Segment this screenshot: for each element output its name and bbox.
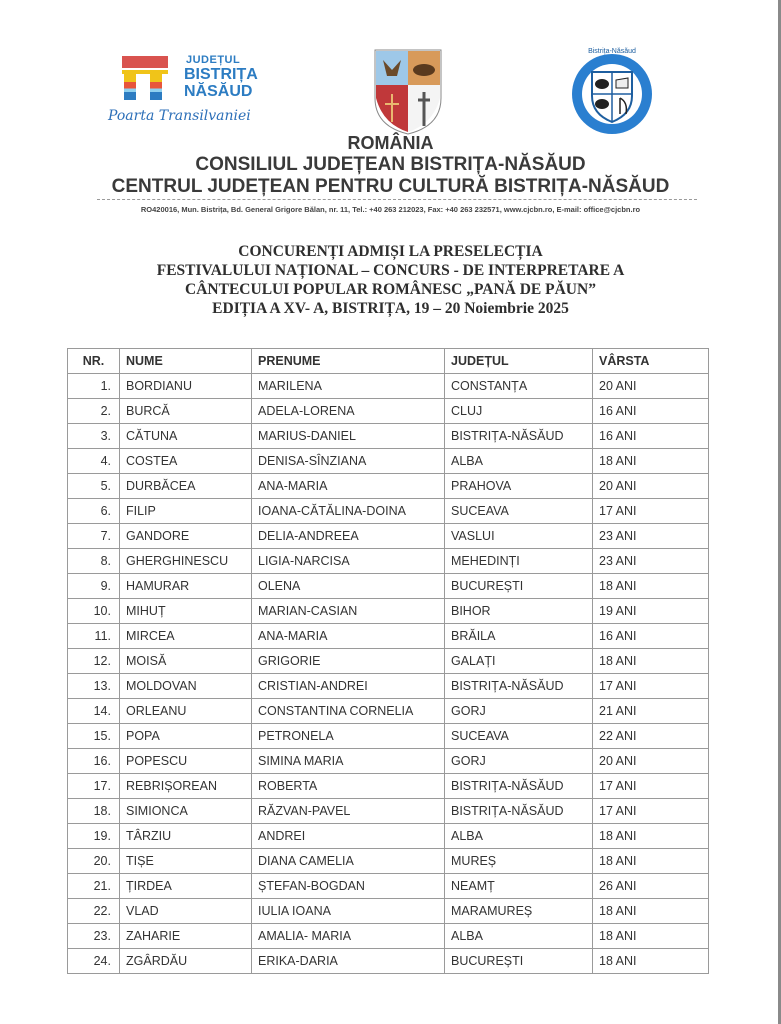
table-row	[68, 399, 709, 424]
cell-judetul: VASLUI	[445, 524, 593, 549]
cell-judetul: BRĂILA	[445, 624, 593, 649]
cell-nume: ZGÂRDĂU	[120, 949, 252, 974]
table-row	[68, 899, 709, 924]
table-row	[68, 524, 709, 549]
table-row	[68, 949, 709, 974]
country-name: ROMÂNIA	[347, 133, 434, 153]
table-row	[68, 749, 709, 774]
cell-nr: 8.	[68, 549, 120, 574]
logo-gate-icon	[122, 56, 168, 68]
cell-varsta: 18 ANI	[593, 824, 709, 849]
cell-prenume: ANA-MARIA	[252, 624, 445, 649]
cell-judetul: MEHEDINȚI	[445, 549, 593, 574]
header-nume: NUME	[120, 349, 252, 374]
table-row	[68, 874, 709, 899]
table-row	[68, 699, 709, 724]
cell-nr: 24.	[68, 949, 120, 974]
cell-nume: REBRIȘOREAN	[120, 774, 252, 799]
cell-prenume: IULIA IOANA	[252, 899, 445, 924]
cell-nr: 4.	[68, 449, 120, 474]
cell-varsta: 16 ANI	[593, 399, 709, 424]
cell-varsta: 17 ANI	[593, 674, 709, 699]
cell-nume: COSTEA	[120, 449, 252, 474]
cell-nr: 3.	[68, 424, 120, 449]
cell-varsta: 18 ANI	[593, 924, 709, 949]
cell-nume: MOLDOVAN	[120, 674, 252, 699]
table-row	[68, 849, 709, 874]
cell-judetul: CLUJ	[445, 399, 593, 424]
cell-prenume: AMALIA- MARIA	[252, 924, 445, 949]
cell-prenume: IOANA-CĂTĂLINA-DOINA	[252, 499, 445, 524]
cell-varsta: 18 ANI	[593, 574, 709, 599]
cell-varsta: 18 ANI	[593, 949, 709, 974]
cell-varsta: 17 ANI	[593, 499, 709, 524]
cell-nr: 13.	[68, 674, 120, 699]
document-title-line-2: FESTIVALULUI NAȚIONAL – CONCURS - DE INTERPRETARE A	[156, 262, 625, 279]
header-divider	[97, 199, 697, 200]
logo-gate-pillar-left	[124, 74, 136, 100]
cell-nume: HAMURAR	[120, 574, 252, 599]
cell-nume: POPESCU	[120, 749, 252, 774]
cell-varsta: 19 ANI	[593, 599, 709, 624]
logo-slogan: Poarta Transilvaniei	[108, 108, 251, 124]
cell-nr: 20.	[68, 849, 120, 874]
cell-nume: ȚIRDEA	[120, 874, 252, 899]
cell-nume: GANDORE	[120, 524, 252, 549]
cell-nr: 16.	[68, 749, 120, 774]
document-title-line-1: CONCURENȚI ADMIȘI LA PRESELECȚIA	[238, 243, 543, 260]
table-row	[68, 924, 709, 949]
cell-nr: 15.	[68, 724, 120, 749]
cell-nume: ORLEANU	[120, 699, 252, 724]
cell-nr: 14.	[68, 699, 120, 724]
logo-text-county	[184, 66, 258, 100]
cell-varsta: 18 ANI	[593, 449, 709, 474]
cell-varsta: 17 ANI	[593, 774, 709, 799]
table-row	[68, 799, 709, 824]
cell-nume: CĂTUNA	[120, 424, 252, 449]
table-row	[68, 424, 709, 449]
cell-varsta: 20 ANI	[593, 474, 709, 499]
cell-prenume: ADELA-LORENA	[252, 399, 445, 424]
cell-judetul: GORJ	[445, 699, 593, 724]
cell-nr: 17.	[68, 774, 120, 799]
cell-judetul: BISTRIȚA-NĂSĂUD	[445, 774, 593, 799]
center-name: CENTRUL JUDEȚEAN PENTRU CULTURĂ BISTRIȚA-NĂSĂUD	[111, 176, 670, 197]
cell-nume: VLAD	[120, 899, 252, 924]
cell-varsta: 16 ANI	[593, 624, 709, 649]
cell-judetul: CONSTANȚA	[445, 374, 593, 399]
cell-nr: 10.	[68, 599, 120, 624]
cell-judetul: MARAMUREȘ	[445, 899, 593, 924]
table-row	[68, 774, 709, 799]
table-row	[68, 724, 709, 749]
cell-judetul: BISTRIȚA-NĂSĂUD	[445, 799, 593, 824]
table-row	[68, 599, 709, 624]
cell-varsta: 16 ANI	[593, 424, 709, 449]
cell-judetul: SUCEAVA	[445, 499, 593, 524]
cell-nr: 2.	[68, 399, 120, 424]
logo-text-nasaud: NĂSĂUD	[184, 83, 253, 100]
cell-nume: GHERGHINESCU	[120, 549, 252, 574]
cell-nr: 19.	[68, 824, 120, 849]
cell-varsta: 20 ANI	[593, 374, 709, 399]
cell-nume: POPA	[120, 724, 252, 749]
cell-nume: SIMIONCA	[120, 799, 252, 824]
coat-of-arms-icon	[371, 46, 445, 136]
cell-prenume: MARIUS-DANIEL	[252, 424, 445, 449]
cell-prenume: OLENA	[252, 574, 445, 599]
cell-judetul: ALBA	[445, 449, 593, 474]
contestants-table	[67, 348, 709, 974]
cell-nr: 18.	[68, 799, 120, 824]
seal-top-text: Bistrița-Năsăud	[588, 48, 636, 55]
cell-varsta: 26 ANI	[593, 874, 709, 899]
logo-text-judetul: JUDEȚUL	[186, 54, 241, 66]
table-row	[68, 499, 709, 524]
cell-prenume: RĂZVAN-PAVEL	[252, 799, 445, 824]
cell-judetul: PRAHOVA	[445, 474, 593, 499]
cell-prenume: DENISA-SÎNZIANA	[252, 449, 445, 474]
cell-prenume: MARILENA	[252, 374, 445, 399]
cell-nr: 7.	[68, 524, 120, 549]
table-header-row	[68, 349, 709, 374]
document-title-line-4: EDIȚIA A XV- A, BISTRIȚA, 19 – 20 Noiembrie 2025	[212, 300, 569, 317]
cell-varsta: 18 ANI	[593, 649, 709, 674]
cell-varsta: 23 ANI	[593, 524, 709, 549]
cell-prenume: LIGIA-NARCISA	[252, 549, 445, 574]
cell-nr: 11.	[68, 624, 120, 649]
logo-text-bistrita: BISTRIȚA	[184, 66, 258, 83]
table-row	[68, 624, 709, 649]
header-nr: NR.	[68, 349, 120, 374]
cell-nr: 21.	[68, 874, 120, 899]
cell-varsta: 23 ANI	[593, 549, 709, 574]
contact-address: RO420016, Mun. Bistrița, Bd. General Grigore Bălan, nr. 11, Tel.: +40 263 212023, Fax: +40 263 232571, www.cjcbn.ro, E-mail: office@cjcbn.ro	[140, 205, 641, 214]
cell-nr: 1.	[68, 374, 120, 399]
cell-nume: MIHUȚ	[120, 599, 252, 624]
cell-judetul: BISTRIȚA-NĂSĂUD	[445, 424, 593, 449]
cell-varsta: 18 ANI	[593, 899, 709, 924]
table-row	[68, 574, 709, 599]
cell-nume: TIȘE	[120, 849, 252, 874]
header-judetul: JUDEȚUL	[445, 349, 593, 374]
culture-center-seal-icon	[566, 44, 658, 136]
cell-judetul: BIHOR	[445, 599, 593, 624]
document-title-line-3: CÂNTECULUI POPULAR ROMÂNESC „PANĂ DE PĂUN”	[185, 281, 596, 298]
cell-prenume: CRISTIAN-ANDREI	[252, 674, 445, 699]
cell-nr: 22.	[68, 899, 120, 924]
cell-varsta: 22 ANI	[593, 724, 709, 749]
table-row	[68, 474, 709, 499]
table-row	[68, 549, 709, 574]
header-prenume: PRENUME	[252, 349, 445, 374]
logo-gate-pillar-right	[150, 74, 162, 100]
cell-nr: 5.	[68, 474, 120, 499]
cell-varsta: 17 ANI	[593, 799, 709, 824]
cell-prenume: ERIKA-DARIA	[252, 949, 445, 974]
cell-prenume: GRIGORIE	[252, 649, 445, 674]
cell-varsta: 20 ANI	[593, 749, 709, 774]
cell-nume: BURCĂ	[120, 399, 252, 424]
header-varsta: VÂRSTA	[593, 349, 709, 374]
cell-judetul: BISTRIȚA-NĂSĂUD	[445, 674, 593, 699]
cell-judetul: ALBA	[445, 824, 593, 849]
cell-varsta: 18 ANI	[593, 849, 709, 874]
cell-judetul: ALBA	[445, 924, 593, 949]
cell-prenume: CONSTANTINA CORNELIA	[252, 699, 445, 724]
cell-nume: ZAHARIE	[120, 924, 252, 949]
cell-nr: 23.	[68, 924, 120, 949]
cell-prenume: DIANA CAMELIA	[252, 849, 445, 874]
cell-varsta: 21 ANI	[593, 699, 709, 724]
cell-judetul: SUCEAVA	[445, 724, 593, 749]
cell-judetul: MUREȘ	[445, 849, 593, 874]
cell-judetul: NEAMȚ	[445, 874, 593, 899]
cell-nume: MOISĂ	[120, 649, 252, 674]
cell-nr: 9.	[68, 574, 120, 599]
table-row	[68, 649, 709, 674]
table-row	[68, 449, 709, 474]
cell-prenume: ȘTEFAN-BOGDAN	[252, 874, 445, 899]
cell-judetul: GORJ	[445, 749, 593, 774]
cell-nume: BORDIANU	[120, 374, 252, 399]
cell-prenume: ROBERTA	[252, 774, 445, 799]
county-logo	[108, 52, 288, 130]
cell-prenume: SIMINA MARIA	[252, 749, 445, 774]
cell-nume: TÂRZIU	[120, 824, 252, 849]
cell-prenume: PETRONELA	[252, 724, 445, 749]
cell-nume: FILIP	[120, 499, 252, 524]
council-name: CONSILIUL JUDEȚEAN BISTRIȚA-NĂSĂUD	[195, 154, 586, 175]
cell-prenume: ANA-MARIA	[252, 474, 445, 499]
table-row	[68, 674, 709, 699]
cell-judetul: GALAȚI	[445, 649, 593, 674]
table-row	[68, 374, 709, 399]
cell-nr: 12.	[68, 649, 120, 674]
cell-prenume: MARIAN-CASIAN	[252, 599, 445, 624]
cell-nume: DURBĂCEA	[120, 474, 252, 499]
cell-judetul: BUCUREȘTI	[445, 574, 593, 599]
cell-judetul: BUCUREȘTI	[445, 949, 593, 974]
cell-prenume: ANDREI	[252, 824, 445, 849]
cell-prenume: DELIA-ANDREEA	[252, 524, 445, 549]
cell-nume: MIRCEA	[120, 624, 252, 649]
table-row	[68, 824, 709, 849]
cell-nr: 6.	[68, 499, 120, 524]
